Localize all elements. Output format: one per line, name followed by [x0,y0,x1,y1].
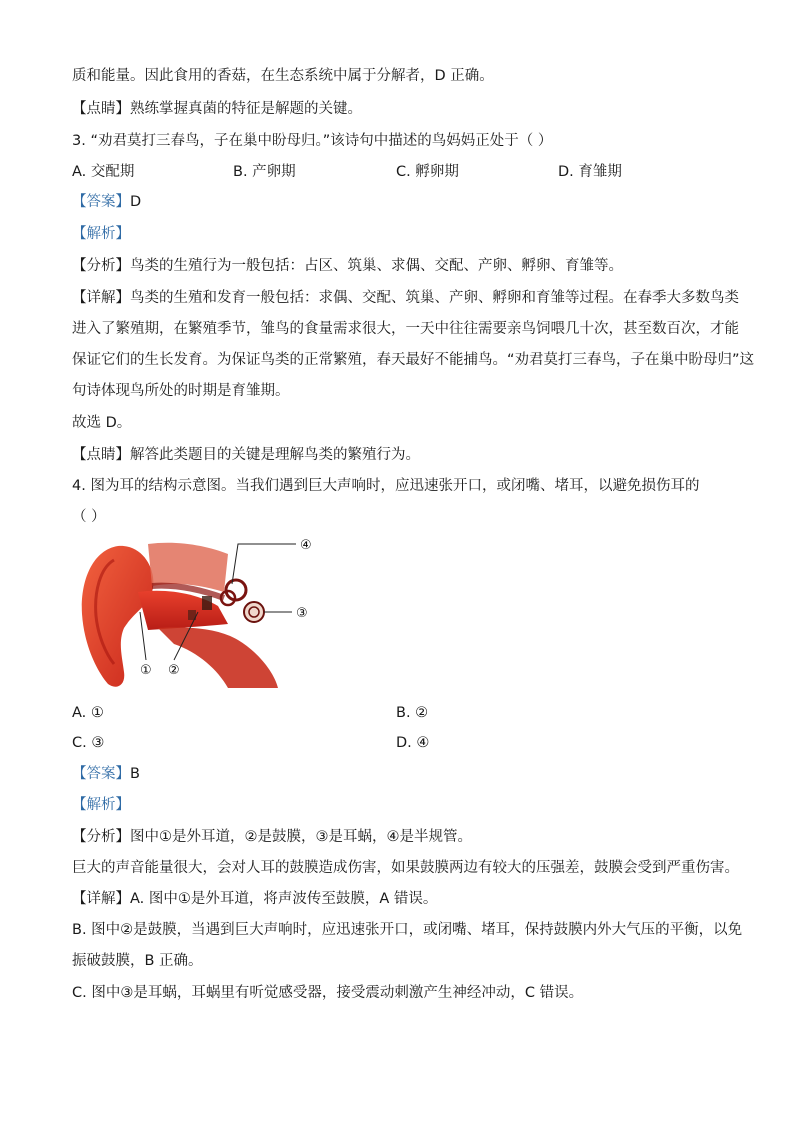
xiangjie-tag: 【详解】 [72,290,130,306]
fenxi-tag: 【分析】 [72,258,130,274]
question-4-line-2: （ ） [72,509,106,525]
q3-option-d: D. 育雏期 [558,164,622,180]
q4-option-d: D. ④ [396,735,430,751]
xiangjie-4-line-3: 振破鼓膜，B 正确。 [72,953,203,969]
q3-option-a: A. 交配期 [72,164,135,180]
answer-tag: 【答案】 [72,194,130,210]
q4-option-b: B. ② [396,705,429,721]
answer-value: B [130,766,140,782]
dianjing-text: 解答此类题目的关键是理解鸟类的繁殖行为。 [130,447,420,463]
fenxi-text: 图中①是外耳道，②是鼓膜，③是耳蜗，④是半规管。 [130,829,472,845]
text-line: 质和能量。因此食用的香菇，在生态系统中属于分解者，D 正确。 [72,68,494,84]
jiexi-tag-4: 【解析】 [72,797,130,813]
answer-4 [72,764,140,784]
xiangjie-4-line-1 [72,889,437,909]
label-2: ② [168,663,180,678]
dianjing-line [72,99,362,119]
xiangjie-tag: 【详解】 [72,891,130,907]
q4-option-c: C. ③ [72,735,105,751]
jiexi-tag-3: 【解析】 [72,226,130,242]
label-4: ④ [300,538,312,553]
xiangjie-4-line-4: C. 图中③是耳蜗，耳蜗里有听觉感受器，接受震动刺激产生神经冲动，C 错误。 [72,985,584,1001]
xiangjie-text: 鸟类的生殖和发育一般包括：求偶、交配、筑巢、产卵、孵卵和育雏等过程。在春季大多数鸟类 [130,290,739,306]
dianjing-tag: 【点睛】 [72,447,130,463]
answer-value: D [130,194,142,210]
answer-tag: 【答案】 [72,766,130,782]
xiangjie-3-line-1 [72,288,739,308]
xiangjie-text: A. 图中①是外耳道，将声波传至鼓膜，A 错误。 [130,891,438,907]
q3-option-b: B. 产卵期 [233,164,296,180]
fenxi-4-line-2: 巨大的声音能量很大，会对人耳的鼓膜造成伤害，如果鼓膜两边有较大的压强差，鼓膜会受到严重伤害。 [72,860,739,876]
label-3: ③ [296,606,308,621]
xiangjie-4-line-2: B. 图中②是鼓膜，当遇到巨大声响时，应迅速张开口，或闭嘴、堵耳，保持鼓膜内外大气压的平衡，以免 [72,922,743,938]
dianjing-tag: 【点睛】 [72,101,130,117]
fenxi-text: 鸟类的生殖行为一般包括：占区、筑巢、求偶、交配、产卵、孵卵、育雏等。 [130,258,623,274]
q4-option-a: A. ① [72,705,104,721]
fenxi-3 [72,256,623,276]
fenxi-tag: 【分析】 [72,829,130,845]
label-1: ① [140,663,152,678]
ear-structure-figure [78,532,318,690]
xiangjie-3-line-3: 保证它们的生长发育。为保证鸟类的正常繁殖，春天最好不能捕鸟。“劝君莫打三春鸟，子在巢中盼母归”这 [72,352,755,368]
dianjing-text: 熟练掌握真菌的特征是解题的关键。 [130,101,362,117]
q3-option-c: C. 孵卵期 [396,164,459,180]
question-3: 3. “劝君莫打三春鸟，子在巢中盼母归。”该诗句中描述的鸟妈妈正处于（ ） [72,133,553,149]
question-4-line-1: 4. 图为耳的结构示意图。当我们遇到巨大声响时，应迅速张开口，或闭嘴、堵耳，以避免损伤耳的 [72,478,700,494]
cochlea-shape [244,602,264,622]
fenxi-4 [72,827,472,847]
dianjing-3 [72,445,420,465]
guxuan-3: 故选 D。 [72,415,132,431]
xiangjie-3-line-2: 进入了繁殖期，在繁殖季节，雏鸟的食量需求很大，一天中往往需要亲鸟饲喂几十次，甚至数百次，才能 [72,321,739,337]
xiangjie-3-line-4: 句诗体现鸟所处的时期是育雏期。 [72,383,290,399]
answer-3 [72,192,141,212]
